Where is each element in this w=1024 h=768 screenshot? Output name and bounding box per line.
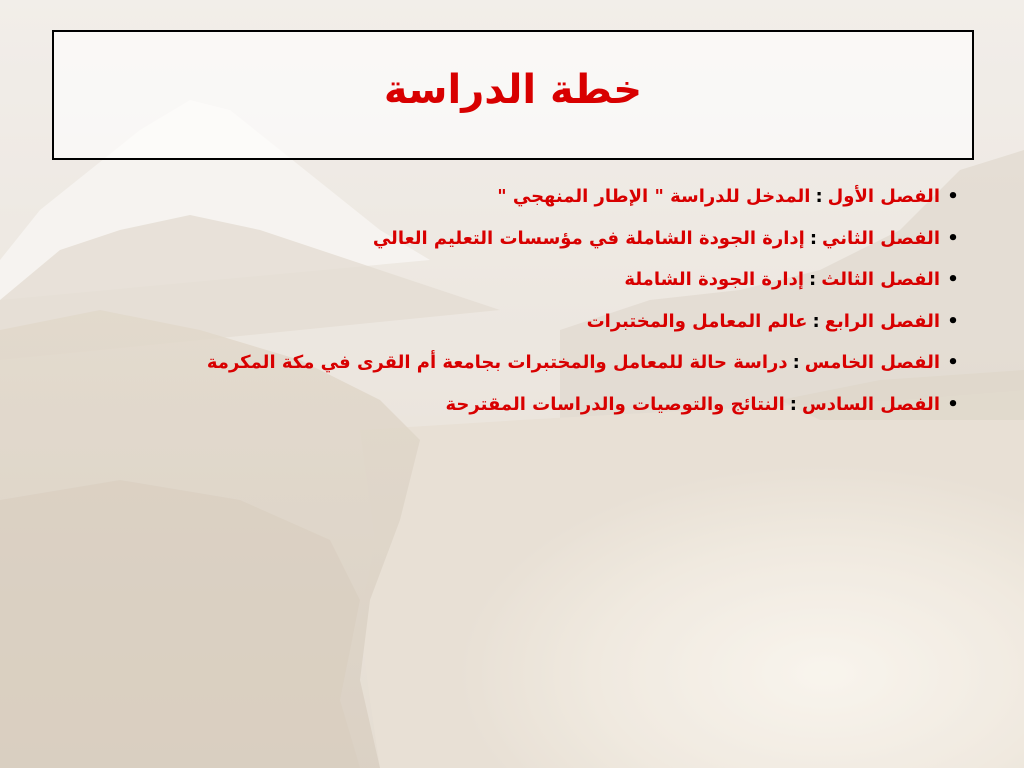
- chapter-item: [86, 352, 966, 394]
- chapter-label: الفصل الرابع: [824, 310, 940, 332]
- chapter-description: إدارة الجودة الشاملة: [624, 269, 804, 291]
- chapter-list: [86, 186, 966, 436]
- chapter-label: الفصل الثاني: [822, 227, 940, 249]
- chapter-description: النتائج والتوصيات والدراسات المقترحة: [445, 393, 785, 415]
- chapter-item: [86, 186, 966, 228]
- chapter-description: المدخل للدراسة " الإطار المنهجي ": [497, 186, 811, 207]
- chapter-item: [86, 269, 966, 311]
- title-box: [52, 30, 974, 160]
- chapter-description: دراسة حالة للمعامل والمختبرات بجامعة أم القرى في مكة المكرمة: [206, 352, 788, 374]
- bullet-icon: •: [947, 186, 959, 207]
- bullet-icon: •: [947, 269, 959, 291]
- bullet-icon: •: [947, 227, 959, 249]
- chapter-separator: :: [815, 186, 823, 207]
- chapter-item: [86, 311, 966, 353]
- chapter-separator: :: [812, 310, 820, 332]
- bullet-icon: •: [947, 393, 959, 415]
- bullet-icon: •: [947, 310, 959, 332]
- chapter-label: الفصل الثالث: [821, 269, 940, 291]
- chapter-item: [86, 228, 966, 270]
- chapter-label: الفصل الأول: [827, 186, 940, 207]
- chapter-separator: :: [792, 352, 800, 374]
- chapter-label: الفصل السادس: [801, 393, 940, 415]
- chapter-description: عالم المعامل والمختبرات: [586, 310, 808, 332]
- chapter-separator: :: [789, 393, 797, 415]
- chapter-description: إدارة الجودة الشاملة في مؤسسات التعليم العالي: [372, 227, 805, 249]
- slide-title: خطة الدراسة: [383, 67, 643, 113]
- bullet-icon: •: [947, 352, 959, 374]
- chapter-separator: :: [808, 269, 817, 291]
- chapter-label: الفصل الخامس: [804, 352, 940, 374]
- chapter-item: [86, 394, 966, 436]
- chapter-separator: :: [809, 227, 818, 249]
